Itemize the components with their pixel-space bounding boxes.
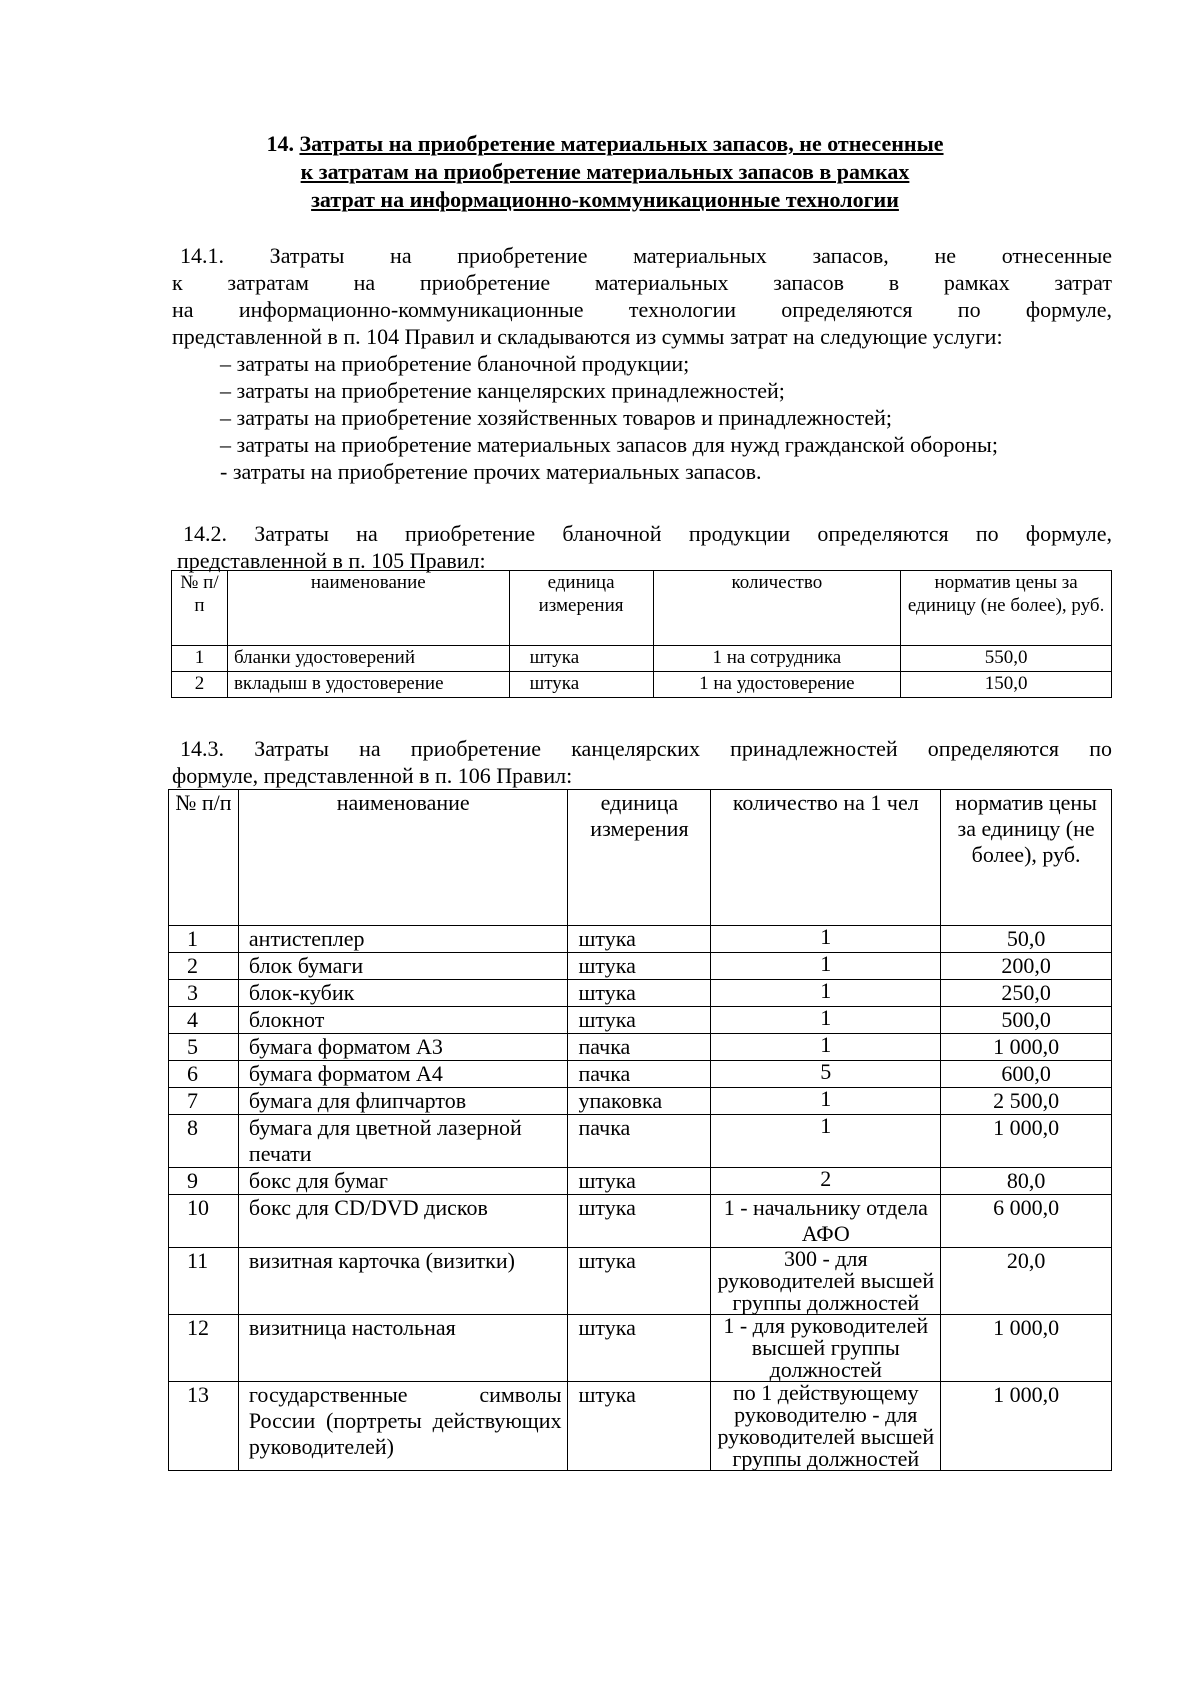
table-row — [172, 672, 1112, 698]
cell-quantity: 300 - для руководителей высшей группы должностей — [711, 1248, 941, 1315]
table-row — [169, 980, 1112, 1007]
table-header-row — [169, 790, 1112, 926]
cell-number: 6 — [169, 1061, 239, 1088]
cell-price: 500,0 — [941, 1007, 1112, 1034]
cell-unit: штука — [568, 1315, 711, 1382]
cell-price: 250,0 — [941, 980, 1112, 1007]
cell-name: блокнот — [238, 1007, 568, 1034]
header-cell: наименование — [227, 571, 509, 646]
cell-price: 550,0 — [901, 646, 1112, 672]
cell-price: 200,0 — [941, 953, 1112, 980]
cell-quantity: 2 — [711, 1168, 941, 1195]
table-row — [169, 926, 1112, 953]
paragraph-line: к затратам на приобретение материальных запасов в рамках затрат — [172, 270, 1112, 295]
table-header-row — [172, 571, 1112, 646]
cell-unit: штука — [568, 1168, 711, 1195]
header-cell: норматив цены за единицу (не более), руб. — [941, 790, 1112, 926]
table-row — [169, 1115, 1112, 1168]
table-row — [169, 1088, 1112, 1115]
section-number: 14. — [266, 131, 294, 156]
cell-number: 7 — [169, 1088, 239, 1115]
cell-name: бумага для цветной лазерной печати — [238, 1115, 568, 1168]
cell-number: 5 — [169, 1034, 239, 1061]
paragraph-line: представленной в п. 104 Правил и складываются из суммы затрат на следующие услуги: — [172, 324, 1003, 349]
cell-price: 1 000,0 — [941, 1315, 1112, 1382]
paragraph-14-2 — [177, 520, 1112, 574]
cell-unit: штука — [509, 646, 653, 672]
cell-quantity: 1 — [711, 926, 941, 953]
paragraph-14-1 — [172, 242, 1112, 350]
cell-name: государственные символы России (портреты действующих руководителей) — [238, 1382, 568, 1471]
cell-quantity: 1 — [711, 1088, 941, 1115]
table-row — [169, 1248, 1112, 1315]
cell-quantity: 1 — [711, 953, 941, 980]
table-row — [169, 1061, 1112, 1088]
cell-price: 1 000,0 — [941, 1034, 1112, 1061]
cell-name: бумага форматом А3 — [238, 1034, 568, 1061]
cell-number: 4 — [169, 1007, 239, 1034]
cell-number: 10 — [169, 1195, 239, 1248]
cell-quantity: 1 на удостоверение — [653, 672, 901, 698]
cell-name: бумага форматом А4 — [238, 1061, 568, 1088]
cell-number: 12 — [169, 1315, 239, 1382]
table-row — [169, 1195, 1112, 1248]
cell-quantity: 1 - начальнику отдела АФО — [711, 1195, 941, 1248]
cell-name: вкладыш в удостоверение — [227, 672, 509, 698]
cell-name: бланки удостоверений — [227, 646, 509, 672]
list-item: – затраты на приобретение канцелярских принадлежностей; — [220, 378, 785, 403]
paragraph-line: 14.2. Затраты на приобретение бланочной продукции определяются по формуле, — [183, 521, 1112, 546]
header-cell: единица измерения — [509, 571, 653, 646]
cell-unit: пачка — [568, 1061, 711, 1088]
section-title-line-1: Затраты на приобретение материальных запасов, не отнесенные — [299, 131, 944, 156]
cell-price: 80,0 — [941, 1168, 1112, 1195]
cell-quantity: 1 — [711, 980, 941, 1007]
cell-number: 9 — [169, 1168, 239, 1195]
forms-table — [171, 570, 1112, 698]
cell-quantity: 1 — [711, 1007, 941, 1034]
cell-price: 2 500,0 — [941, 1088, 1112, 1115]
cell-number: 11 — [169, 1248, 239, 1315]
cell-number: 1 — [172, 646, 228, 672]
cell-quantity: 5 — [711, 1061, 941, 1088]
cell-price: 20,0 — [941, 1248, 1112, 1315]
list-item: – затраты на приобретение материальных запасов для нужд гражданской обороны; — [220, 432, 998, 457]
table-row — [169, 1007, 1112, 1034]
list-item: – затраты на приобретение бланочной продукции; — [220, 351, 690, 376]
cell-quantity: 1 — [711, 1115, 941, 1168]
stationery-table — [168, 789, 1112, 1471]
cell-name: визитница настольная — [238, 1315, 568, 1382]
section-title-line-3: затрат на информационно-коммуникационные технологии — [311, 187, 899, 212]
cell-name: бумага для флипчартов — [238, 1088, 568, 1115]
cell-name: антистеплер — [238, 926, 568, 953]
cell-unit: штука — [568, 1007, 711, 1034]
table-row — [169, 1382, 1112, 1471]
list-item: - затраты на приобретение прочих материальных запасов. — [220, 459, 762, 484]
cell-name: визитная карточка (визитки) — [238, 1248, 568, 1315]
cell-name: блок бумаги — [238, 953, 568, 980]
header-cell: наименование — [238, 790, 568, 926]
cell-name: бокс для бумаг — [238, 1168, 568, 1195]
cost-items-list — [220, 350, 998, 485]
cell-quantity: 1 — [711, 1034, 941, 1061]
paragraph-line: представленной в п. 105 Правил: — [177, 548, 486, 573]
header-cell: № п/п — [172, 571, 228, 646]
section-title-line-2: к затратам на приобретение материальных запасов в рамках — [300, 159, 910, 184]
cell-unit: штука — [568, 1382, 711, 1471]
section-heading — [170, 130, 1040, 214]
paragraph-14-3 — [172, 735, 1112, 789]
cell-unit: пачка — [568, 1115, 711, 1168]
cell-price: 6 000,0 — [941, 1195, 1112, 1248]
cell-unit: штука — [568, 1195, 711, 1248]
header-cell: единица измерения — [568, 790, 711, 926]
table-row — [172, 646, 1112, 672]
cell-price: 1 000,0 — [941, 1115, 1112, 1168]
cell-unit: пачка — [568, 1034, 711, 1061]
cell-unit: упаковка — [568, 1088, 711, 1115]
cell-unit: штука — [509, 672, 653, 698]
paragraph-line: 14.3. Затраты на приобретение канцелярских принадлежностей определяются по — [180, 736, 1112, 761]
paragraph-line: 14.1. Затраты на приобретение материальных запасов, не отнесенные — [180, 243, 1112, 268]
cell-number: 2 — [169, 953, 239, 980]
cell-number: 3 — [169, 980, 239, 1007]
header-cell: количество — [653, 571, 901, 646]
cell-name: блок-кубик — [238, 980, 568, 1007]
cell-unit: штука — [568, 953, 711, 980]
cell-price: 600,0 — [941, 1061, 1112, 1088]
cell-unit: штука — [568, 1248, 711, 1315]
cell-quantity: 1 - для руководителей высшей группы должностей — [711, 1315, 941, 1382]
header-cell: № п/п — [169, 790, 239, 926]
paragraph-line: формуле, представленной в п. 106 Правил: — [172, 763, 573, 788]
cell-unit: штука — [568, 980, 711, 1007]
cell-number: 13 — [169, 1382, 239, 1471]
cell-name: бокс для CD/DVD дисков — [238, 1195, 568, 1248]
table-row — [169, 1315, 1112, 1382]
cell-price: 150,0 — [901, 672, 1112, 698]
cell-number: 8 — [169, 1115, 239, 1168]
header-cell: норматив цены за единицу (не более), руб. — [901, 571, 1112, 646]
header-cell: количество на 1 чел — [711, 790, 941, 926]
cell-price: 1 000,0 — [941, 1382, 1112, 1471]
cell-number: 2 — [172, 672, 228, 698]
cell-number: 1 — [169, 926, 239, 953]
table-row — [169, 1168, 1112, 1195]
table-row — [169, 1034, 1112, 1061]
cell-quantity: по 1 действующему руководителю - для руководителей высшей группы должностей — [711, 1382, 941, 1471]
cell-unit: штука — [568, 926, 711, 953]
list-item: – затраты на приобретение хозяйственных товаров и принадлежностей; — [220, 405, 892, 430]
cell-price: 50,0 — [941, 926, 1112, 953]
paragraph-line: на информационно-коммуникационные технологии определяются по формуле, — [172, 297, 1112, 322]
cell-quantity: 1 на сотрудника — [653, 646, 901, 672]
table-row — [169, 953, 1112, 980]
